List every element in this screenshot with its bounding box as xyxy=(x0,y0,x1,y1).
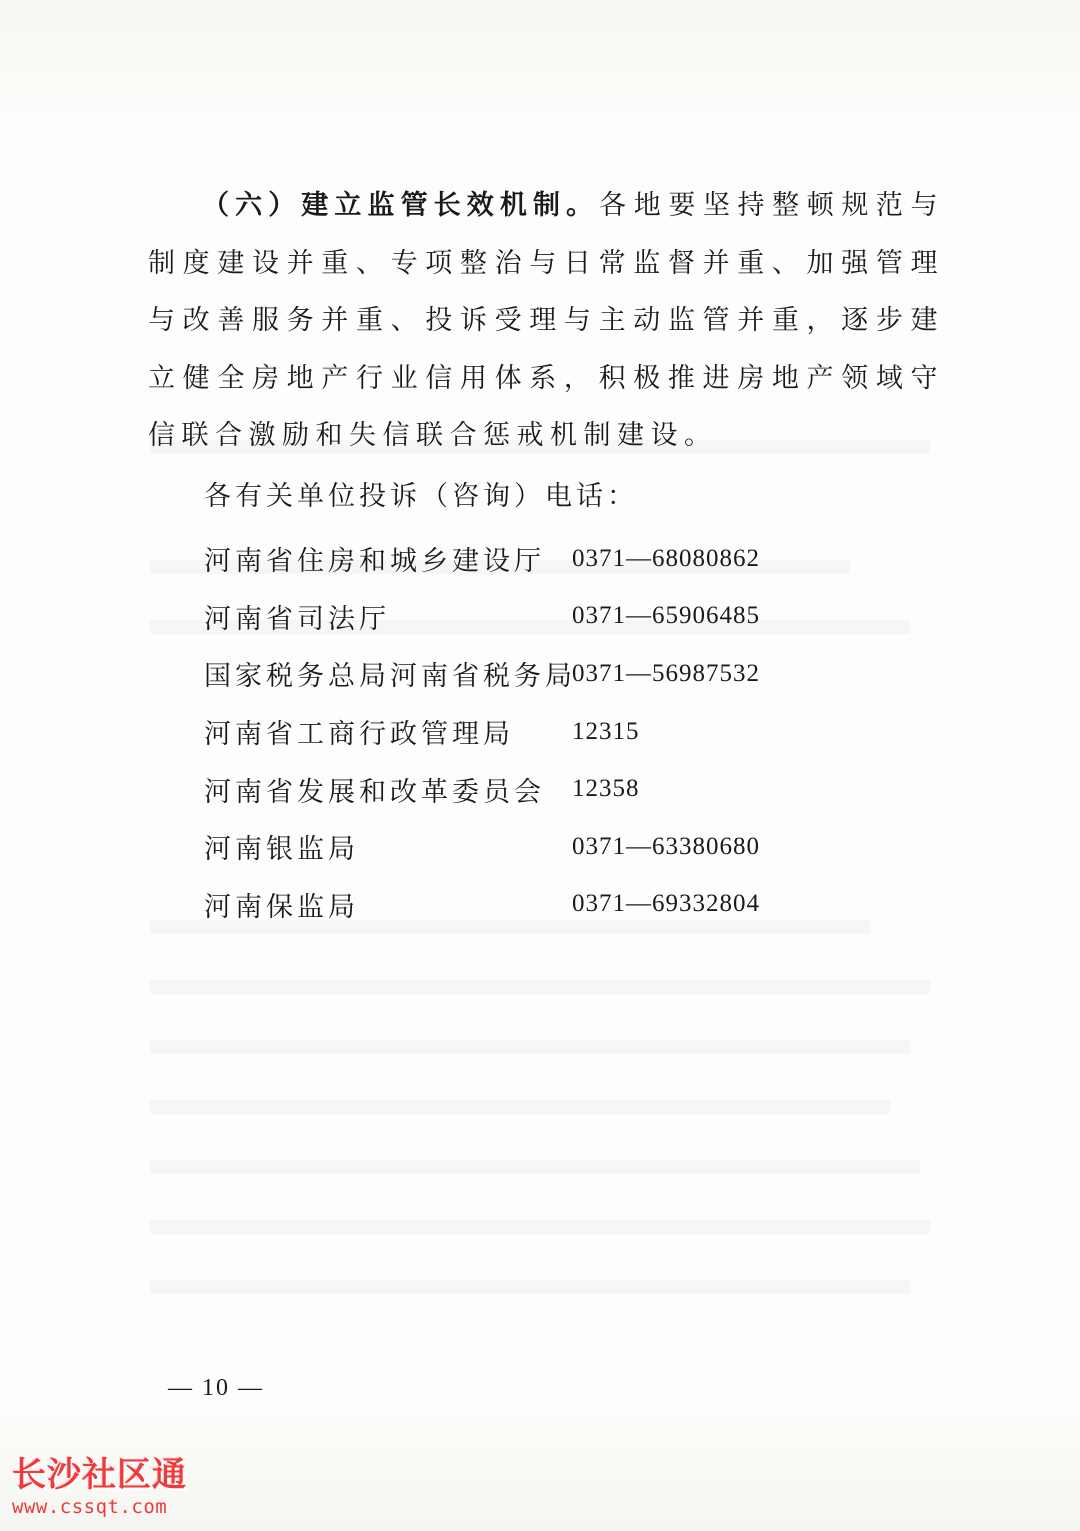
contact-name: 河南省工商行政管理局 xyxy=(204,719,514,751)
contact-name: 河南省司法厅 xyxy=(204,603,390,635)
contact-phone: 12358 xyxy=(572,775,640,803)
contact-row xyxy=(204,818,944,876)
section-heading: （六）建立监管长效机制。 xyxy=(202,190,600,221)
contact-row xyxy=(204,760,944,818)
contact-phone: 12315 xyxy=(572,717,640,745)
contact-phone: 0371—69332804 xyxy=(572,890,760,918)
contacts-intro: 各有关单位投诉（咨询）电话： xyxy=(204,481,638,512)
contact-name: 河南省住房和城乡建设厅 xyxy=(204,546,545,578)
section-body: 各地要坚持整顿规范与制度建设并重、专项整治与日常监督并重、加强管理与改善服务并重、投诉受理与主动监管并重，逐步建立健全房地产行业信用体系，积极推进房地产领域守信联合激励和失信联合惩戒机制建设。 xyxy=(148,190,945,452)
contact-phone: 0371—68080862 xyxy=(572,544,760,572)
contact-row xyxy=(204,876,944,934)
contacts-list xyxy=(204,530,944,933)
contact-phone: 0371—56987532 xyxy=(572,659,760,687)
contact-name: 国家税务总局河南省税务局 xyxy=(204,661,576,693)
watermark-url: www.cssqt.com xyxy=(12,1496,168,1518)
site-watermark xyxy=(12,1455,222,1519)
contact-phone: 0371—65906485 xyxy=(572,602,760,630)
contact-name: 河南保监局 xyxy=(204,891,359,923)
bleed-through-line xyxy=(150,980,930,994)
contact-row xyxy=(204,530,944,588)
page-number: — 10 — xyxy=(168,1375,264,1401)
contact-row xyxy=(204,588,944,646)
bleed-through-line xyxy=(150,1220,930,1234)
bleed-through-line xyxy=(150,1280,910,1294)
watermark-title: 长沙社区通 xyxy=(12,1455,187,1495)
bleed-through-line xyxy=(150,1100,890,1114)
bleed-through-line xyxy=(150,1160,920,1174)
section-paragraph xyxy=(148,177,944,465)
contact-name: 河南省发展和改革委员会 xyxy=(204,776,545,808)
contact-row xyxy=(204,645,944,703)
contact-row xyxy=(204,703,944,761)
bleed-through-line xyxy=(150,1040,910,1054)
contact-phone: 0371—63380680 xyxy=(572,832,760,860)
contact-name: 河南银监局 xyxy=(204,834,359,866)
